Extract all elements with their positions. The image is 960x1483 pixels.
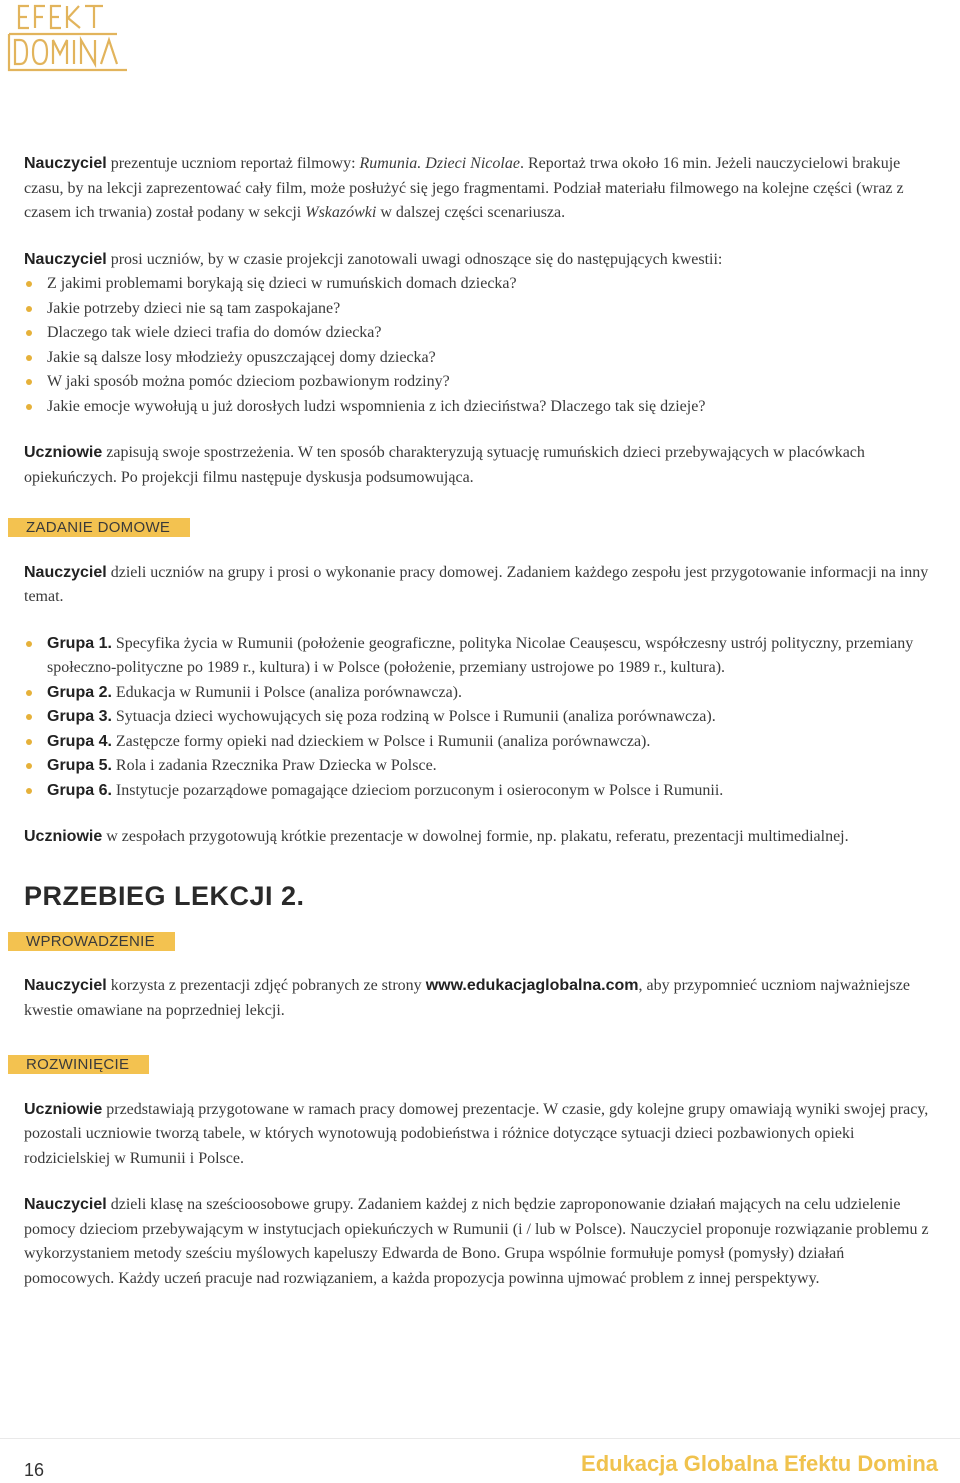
list-item: Z jakimi problemami borykają się dzieci w rumuńskich domach dziecka? — [24, 272, 936, 297]
lead-teacher: Nauczyciel — [24, 1196, 107, 1213]
list-item: W jaki sposób można pomóc dzieciom pozbawionym rodziny? — [24, 370, 936, 395]
intro-label: WPROWADZENIE — [8, 932, 175, 951]
footer-title: Edukacja Globalna Efektu Domina — [581, 1451, 938, 1476]
efekt-domina-logo — [7, 2, 129, 72]
questions-list — [24, 272, 936, 419]
footer-divider — [0, 1438, 960, 1439]
students-notes-paragraph: Uczniowie zapisują swoje spostrzeżenia. W ten sposób charakteryzują sytuację rumuńskich dzieci przebywających w placówkach opiekuńczych. Po projekcji filmu następuje dyskusja podsumowująca. — [24, 444, 865, 486]
notes-paragraph: Nauczyciel prosi uczniów, by w czasie projekcji zanotowali uwagi odnoszące się do następujących kwestii: — [24, 250, 723, 268]
lesson-2-heading: PRZEBIEG LEKCJI 2. — [24, 880, 305, 911]
logo-graphic — [7, 2, 129, 72]
list-item: Jakie są dalsze losy młodzieży opuszczającej domy dziecka? — [24, 346, 936, 371]
page-number: 16 — [24, 1460, 45, 1480]
list-item: Dlaczego tak wiele dzieci trafia do domów dziecka? — [24, 321, 936, 346]
group-item: Grupa 4. Zastępcze formy opieki nad dzieckiem w Polsce i Rumunii (analiza porównawcza). — [24, 730, 936, 755]
homework-label: ZADANIE DOMOWE — [8, 518, 190, 537]
section-reference: Wskazówki — [305, 204, 377, 221]
presentations-paragraph: Uczniowie w zespołach przygotowują krótkie prezentacje w dowolnej formie, np. plakatu, referatu, prezentacji multimedialnej. — [24, 828, 849, 845]
lead-students: Uczniowie — [24, 828, 103, 845]
lead-teacher: Nauczyciel — [24, 155, 107, 172]
group-item: Grupa 1. Specyfika życia w Rumunii (położenie geograficzne, polityka Nicolae Ceaușescu, współczesny ustrój polityczny, przemiany społeczno-polityczne po 1989 r., kultura) i w Polsce (położenie, przemiany ustrojowe po 1989 r., kultura). — [24, 632, 936, 681]
groups-list — [24, 632, 936, 804]
lead-teacher: Nauczyciel — [24, 250, 107, 268]
group-item: Grupa 5. Rola i zadania Rzecznika Praw Dziecka w Polsce. — [24, 754, 936, 779]
group-item: Grupa 3. Sytuacja dzieci wychowujących się poza rodziną w Polsce i Rumunii (analiza porównawcza). — [24, 705, 936, 730]
list-item: Jakie potrzeby dzieci nie są tam zaspokajane? — [24, 297, 936, 322]
film-title: Rumunia. Dzieci Nicolae — [359, 155, 520, 172]
development-paragraph-2: Nauczyciel dzieli klasę na sześcioosobowe grupy. Zadaniem każdej z nich będzie zaproponowanie działań mających na celu udzielenie pomocy dzieciom przebywającym w instytucjach opiekuńczych w Rumunii (i / lub w Polsce). Nauczyciel proponuje rozwiązanie problemu z wykorzystaniem metody sześciu myślowych kapeluszy Edwarda de Bono. Grupa wspólnie formułuje pomysł (pomysły) działań pomocowych. Każdy uczeń pracuje nad rozwiązaniem, a każda propozycja powinna ujmować problem z innej perspektywy. — [24, 1196, 929, 1287]
development-paragraph-1: Uczniowie przedstawiają przygotowane w ramach pracy domowej prezentacje. W czasie, gdy kolejne grupy omawiają wyniki swojej pracy, pozostali uczniowie tworzą tabele, w których wynotowują podobieństwa i różnice dotyczące sytuacji dzieci pozbawionych opieki rodzicielskiej w Rumunii i Polsce. — [24, 1100, 929, 1167]
page-content — [24, 152, 936, 1291]
group-item: Grupa 6. Instytucje pozarządowe pomagające dzieciom porzuconym i osieroconym w Polsce i Rumunii. — [24, 779, 936, 804]
development-label: ROZWINIĘCIE — [8, 1055, 149, 1074]
film-intro-paragraph: Nauczyciel prezentuje uczniom reportaż filmowy: Rumunia. Dzieci Nicolae. Reportaż trwa około 16 min. Jeżeli nauczycielowi brakuje czasu, by na lekcji zaprezentować cały film, może posłużyć się jego fragmentami. Podział materiału filmowego na kolejne części (wraz z czasem ich trwania) został podany w sekcji Wskazówki w dalszej części scenariusza. — [24, 155, 904, 221]
homework-paragraph: Nauczyciel dzieli uczniów na grupy i prosi o wykonanie pracy domowej. Zadaniem każdego zespołu jest przygotowanie informacji na inny temat. — [24, 563, 929, 605]
lead-students: Uczniowie — [24, 444, 103, 461]
website-link[interactable]: www.edukacjaglobalna.com — [425, 977, 639, 994]
intro-paragraph: Nauczyciel korzysta z prezentacji zdjęć pobranych ze strony www.edukacjaglobalna.com, aby przypomnieć uczniom najważniejsze kwestie omawiane na poprzedniej lekcji. — [24, 977, 910, 1019]
group-item: Grupa 2. Edukacja w Rumunii i Polsce (analiza porównawcza). — [24, 681, 936, 706]
lead-teacher: Nauczyciel — [24, 563, 107, 581]
lead-teacher: Nauczyciel — [24, 977, 107, 994]
list-item: Jakie emocje wywołują u już dorosłych ludzi wspomnienia z ich dzieciństwa? Dlaczego tak się dzieje? — [24, 395, 936, 420]
lead-students: Uczniowie — [24, 1100, 103, 1118]
